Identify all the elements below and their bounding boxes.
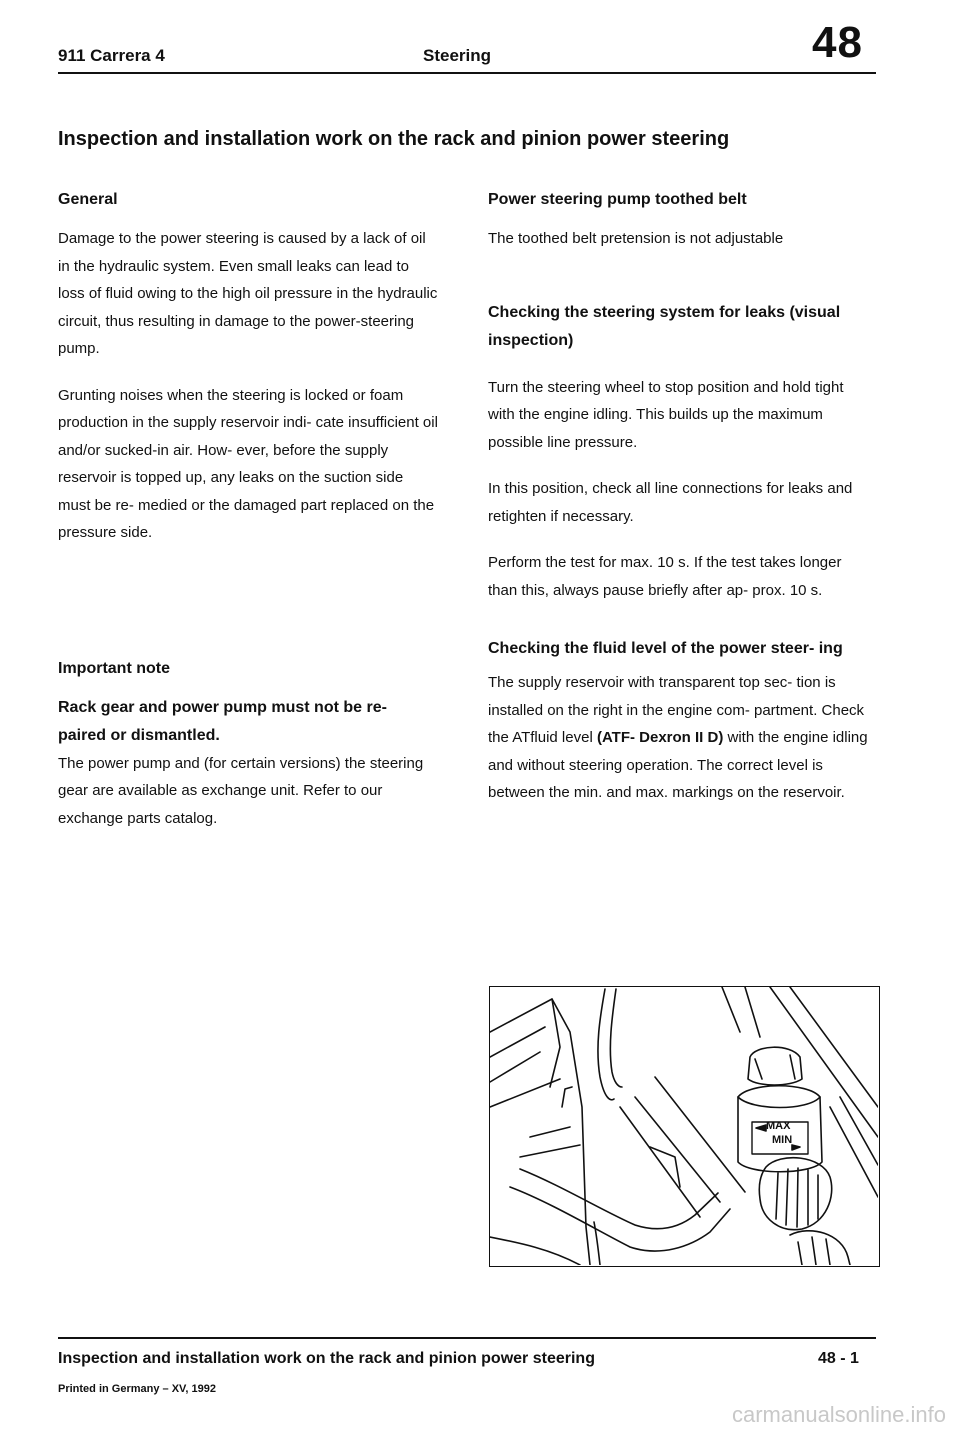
fluid-level-text-a: The supply reservoir with transparent top sec- tion is installed on the right in the engine com- partment. Check the ATfluid level: [488, 674, 865, 746]
header-section: Steering: [423, 46, 492, 65]
reservoir-illustration: [489, 986, 880, 1267]
fluid-level-heading: Checking the fluid level of the power steer- ing: [488, 640, 843, 657]
footer-divider: [58, 1337, 876, 1339]
fluid-level-text-b: with the engine idling and without steering operation. The correct level is between the min. and max. markings on the reservoir.: [488, 729, 868, 801]
leaks-paragraph-3: Perform the test for max. 10 s. If the test takes longer than this, always pause briefly after ap- prox. 10 s.: [488, 554, 842, 599]
leaks-paragraph-1: Turn the steering wheel to stop position and hold tight with the engine idling. This builds up the maximum possible line pressure.: [488, 378, 844, 451]
important-note-warning: Rack gear and power pump must not be re- paired or dismantled.: [58, 698, 387, 744]
page-number: 48 - 1: [818, 1350, 859, 1367]
max-label: MAX: [766, 1120, 791, 1132]
page-title: Inspection and installation work on the rack and pinion power steering: [58, 128, 730, 150]
important-note-text: The power pump and (for certain versions) the steering gear are available as exchange unit. Refer to our exchange parts catalog.: [58, 754, 424, 827]
belt-text: The toothed belt pretension is not adjustable: [488, 230, 784, 247]
general-paragraph-2: Grunting noises when the steering is locked or foam production in the supply reservoir indi- cate insufficient oil and/or sucked-in air. How- ever, before the supply reservoir is topped up, any leaks on the suction side must be re- medied or the damaged part replaced on the pressure side.: [58, 386, 438, 541]
header-divider: [58, 72, 876, 74]
header-group-number: 48: [812, 18, 863, 67]
important-note-heading: Important note: [58, 659, 170, 677]
general-paragraph-1: Damage to the power steering is caused by a lack of oil in the hydraulic system. Even small leaks can lead to loss of fluid owing to the high oil pressure in the hydraulic circuit, thus resulting in damage to the power-steering pump.: [58, 230, 438, 357]
fluid-level-paragraph: [488, 669, 868, 807]
footer-title: Inspection and installation work on the rack and pinion power steering: [58, 1350, 595, 1367]
fluid-spec: (ATF- Dexron II D): [596, 729, 724, 746]
right-column: [488, 186, 868, 807]
watermark: carmanualsonline.info: [731, 1402, 946, 1427]
min-label: MIN: [772, 1134, 793, 1146]
header-model: 911 Carrera 4: [58, 46, 165, 65]
leaks-paragraph-2: In this position, check all line connections for leaks and retighten if necessary.: [488, 480, 853, 525]
left-column: [58, 186, 438, 832]
leaks-heading: Checking the steering system for leaks (visual inspection): [488, 303, 841, 349]
belt-heading: Power steering pump toothed belt: [488, 191, 747, 208]
general-heading: General: [58, 191, 118, 208]
print-info: Printed in Germany – XV, 1992: [58, 1383, 216, 1395]
